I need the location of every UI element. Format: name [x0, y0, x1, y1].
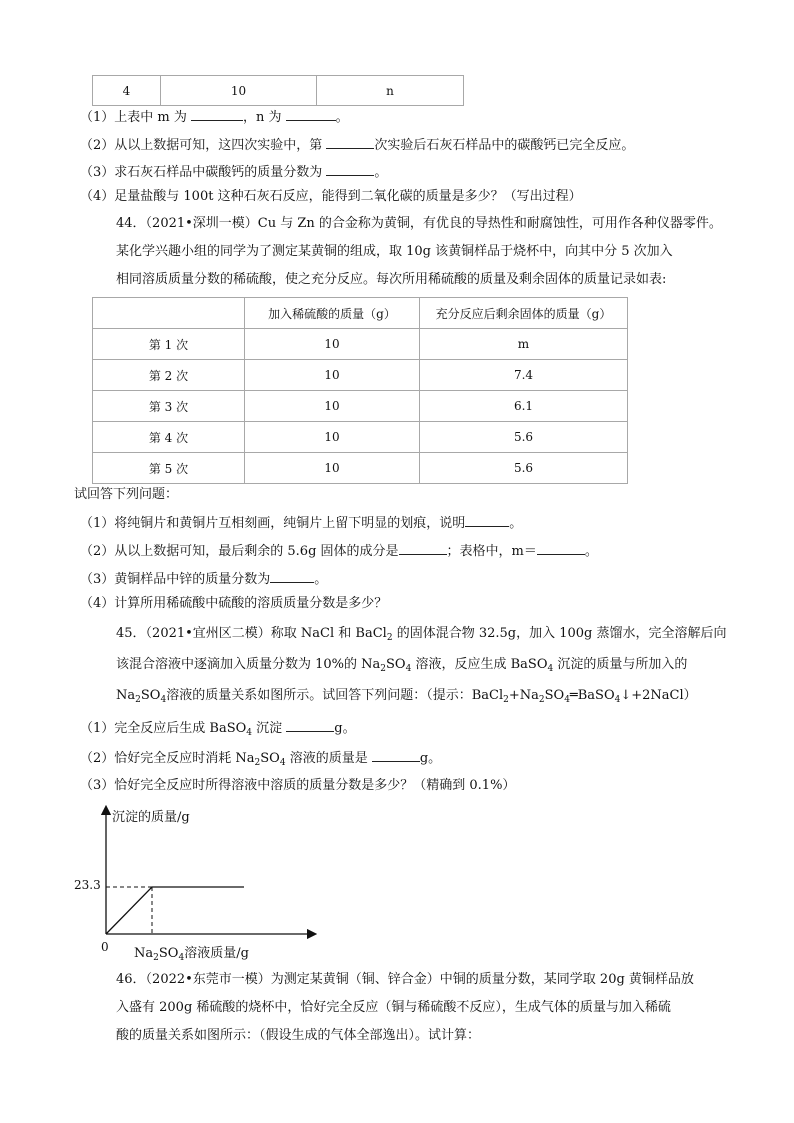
graph-y-tick: 23.3: [74, 878, 101, 892]
table-cell: 第 5 次: [93, 453, 245, 484]
table-cell: n: [317, 76, 464, 106]
answer-blank[interactable]: [326, 161, 374, 176]
q43-part4: （4）足量盐酸与 100t 这种石灰石反应，能得到二氧化碳的质量是多少？（写出过程）: [80, 189, 582, 204]
q44-part1: （1）将纯铜片和黄铜片互相刻画，纯铜片上留下明显的划痕，说明 。: [80, 512, 522, 534]
q45-part1: （1）完全反应后生成 BaSO$_4$ 沉淀 g。: [80, 717, 356, 739]
q44-part3: （3）黄铜样品中锌的质量分数为 。: [80, 568, 327, 590]
table-cell: m: [420, 329, 628, 360]
table-cell: 4: [93, 76, 161, 106]
q44-table: [92, 297, 628, 484]
table-header-row: [93, 298, 628, 329]
q44-part2: （2）从以上数据可知，最后剩余的 5.6g 固体的成分是 ；表格中，m＝ 。: [80, 540, 598, 562]
table-cell: 7.4: [420, 360, 628, 391]
q43-part3: （3）求石灰石样品中碳酸钙的质量分数为 。: [80, 161, 387, 183]
graph-y-label: 沉淀的质量/g: [112, 810, 190, 825]
table-cell: 第 3 次: [93, 391, 245, 422]
q46-stem-line2: 入盛有 200g 稀硫酸的烧杯中，恰好完全反应（铜与稀硫酸不反应），生成气体的质量与加入稀硫: [116, 1000, 671, 1015]
precipitate-graph: [62, 800, 322, 963]
answer-blank[interactable]: [191, 106, 243, 121]
q43-part1: （1）上表中 m 为 ，n 为 。: [80, 106, 349, 128]
q44-stem-line2: 某化学兴趣小组的同学为了测定某黄铜的组成，取 10g 该黄铜样品于烧杯中，向其中分 5 次加入: [116, 244, 673, 259]
table-cell: 10: [245, 391, 420, 422]
answer-blank[interactable]: [270, 568, 314, 583]
q45-stem-line1: 45．（2021•宜州区二模）称取 NaCl 和 BaCl$_2$ 的固体混合物 32.5g，加入 100g 蒸馏水，完全溶解后向: [116, 626, 727, 643]
graph-x-label: $Na_2SO_4$溶液质量/g: [134, 946, 249, 963]
table-cell: 10: [245, 329, 420, 360]
table-header: 加入稀硫酸的质量（g）: [245, 298, 420, 329]
table-row: [93, 329, 628, 360]
q46-stem-line1: 46．（2022•东莞市一模）为测定某黄铜（铜、锌合金）中铜的质量分数，某同学取 20g 黄铜样品放: [116, 972, 694, 987]
answer-blank[interactable]: [286, 106, 336, 121]
graph-origin: 0: [101, 940, 109, 954]
answer-blank[interactable]: [537, 540, 585, 555]
answer-blank[interactable]: [286, 717, 334, 732]
table-cell: 第 4 次: [93, 422, 245, 453]
table-row: [93, 76, 464, 106]
q44-part4: （4）计算所用稀硫酸中硫酸的溶质质量分数是多少？: [80, 596, 388, 611]
table-cell: 6.1: [420, 391, 628, 422]
q46-stem-line3: 酸的质量关系如图所示：（假设生成的气体全部逸出）。试计算：: [116, 1028, 481, 1043]
answer-blank[interactable]: [372, 747, 420, 762]
q45-part2: （2）恰好完全反应时消耗 $Na_2SO_4$ 溶液的质量是 g。: [80, 747, 441, 769]
top-table: [92, 75, 464, 106]
q43-part2: （2）从以上数据可知，这四次实验中，第 次实验后石灰石样品中的碳酸钙已完全反应。: [80, 134, 634, 156]
table-cell: 10: [245, 453, 420, 484]
table-row: [93, 391, 628, 422]
precipitate-curve: [106, 887, 244, 934]
table-cell: 10: [245, 422, 420, 453]
q44-intro: 试回答下列问题：: [74, 487, 179, 502]
answer-blank[interactable]: [465, 512, 509, 527]
table-cell: 第 2 次: [93, 360, 245, 391]
q45-part3: （3）恰好完全反应时所得溶液中溶质的质量分数是多少？（精确到 0.1%）: [80, 778, 516, 793]
answer-blank[interactable]: [399, 540, 447, 555]
q45-stem-line3: $Na_2SO_4$溶液的质量关系如图所示。试回答下列问题：（提示：$BaCl_2+Na_2SO_4═BaSO_4↓+2NaCl$）: [116, 688, 697, 705]
table-cell: 10: [161, 76, 317, 106]
table-cell: 10: [245, 360, 420, 391]
table-header: 充分反应后剩余固体的质量（g）: [420, 298, 628, 329]
table-cell: 第 1 次: [93, 329, 245, 360]
table-row: [93, 360, 628, 391]
answer-blank[interactable]: [326, 134, 374, 149]
table-row: [93, 453, 628, 484]
table-header: [93, 298, 245, 329]
q45-stem-line2: 该混合溶液中逐滴加入质量分数为 10%的 $Na_2SO_4$ 溶液，反应生成 BaSO$_4$ 沉淀的质量与所加入的: [116, 657, 688, 674]
q44-stem-line1: 44．（2021•深圳一模）Cu 与 Zn 的合金称为黄铜，有优良的导热性和耐腐蚀性，可用作各种仪器零件。: [116, 216, 722, 231]
table-cell: 5.6: [420, 422, 628, 453]
table-cell: 5.6: [420, 453, 628, 484]
q44-stem-line3: 相同溶质质量分数的稀硫酸，使之充分反应。每次所用稀硫酸的质量及剩余固体的质量记录如表:: [116, 272, 667, 287]
table-row: [93, 422, 628, 453]
